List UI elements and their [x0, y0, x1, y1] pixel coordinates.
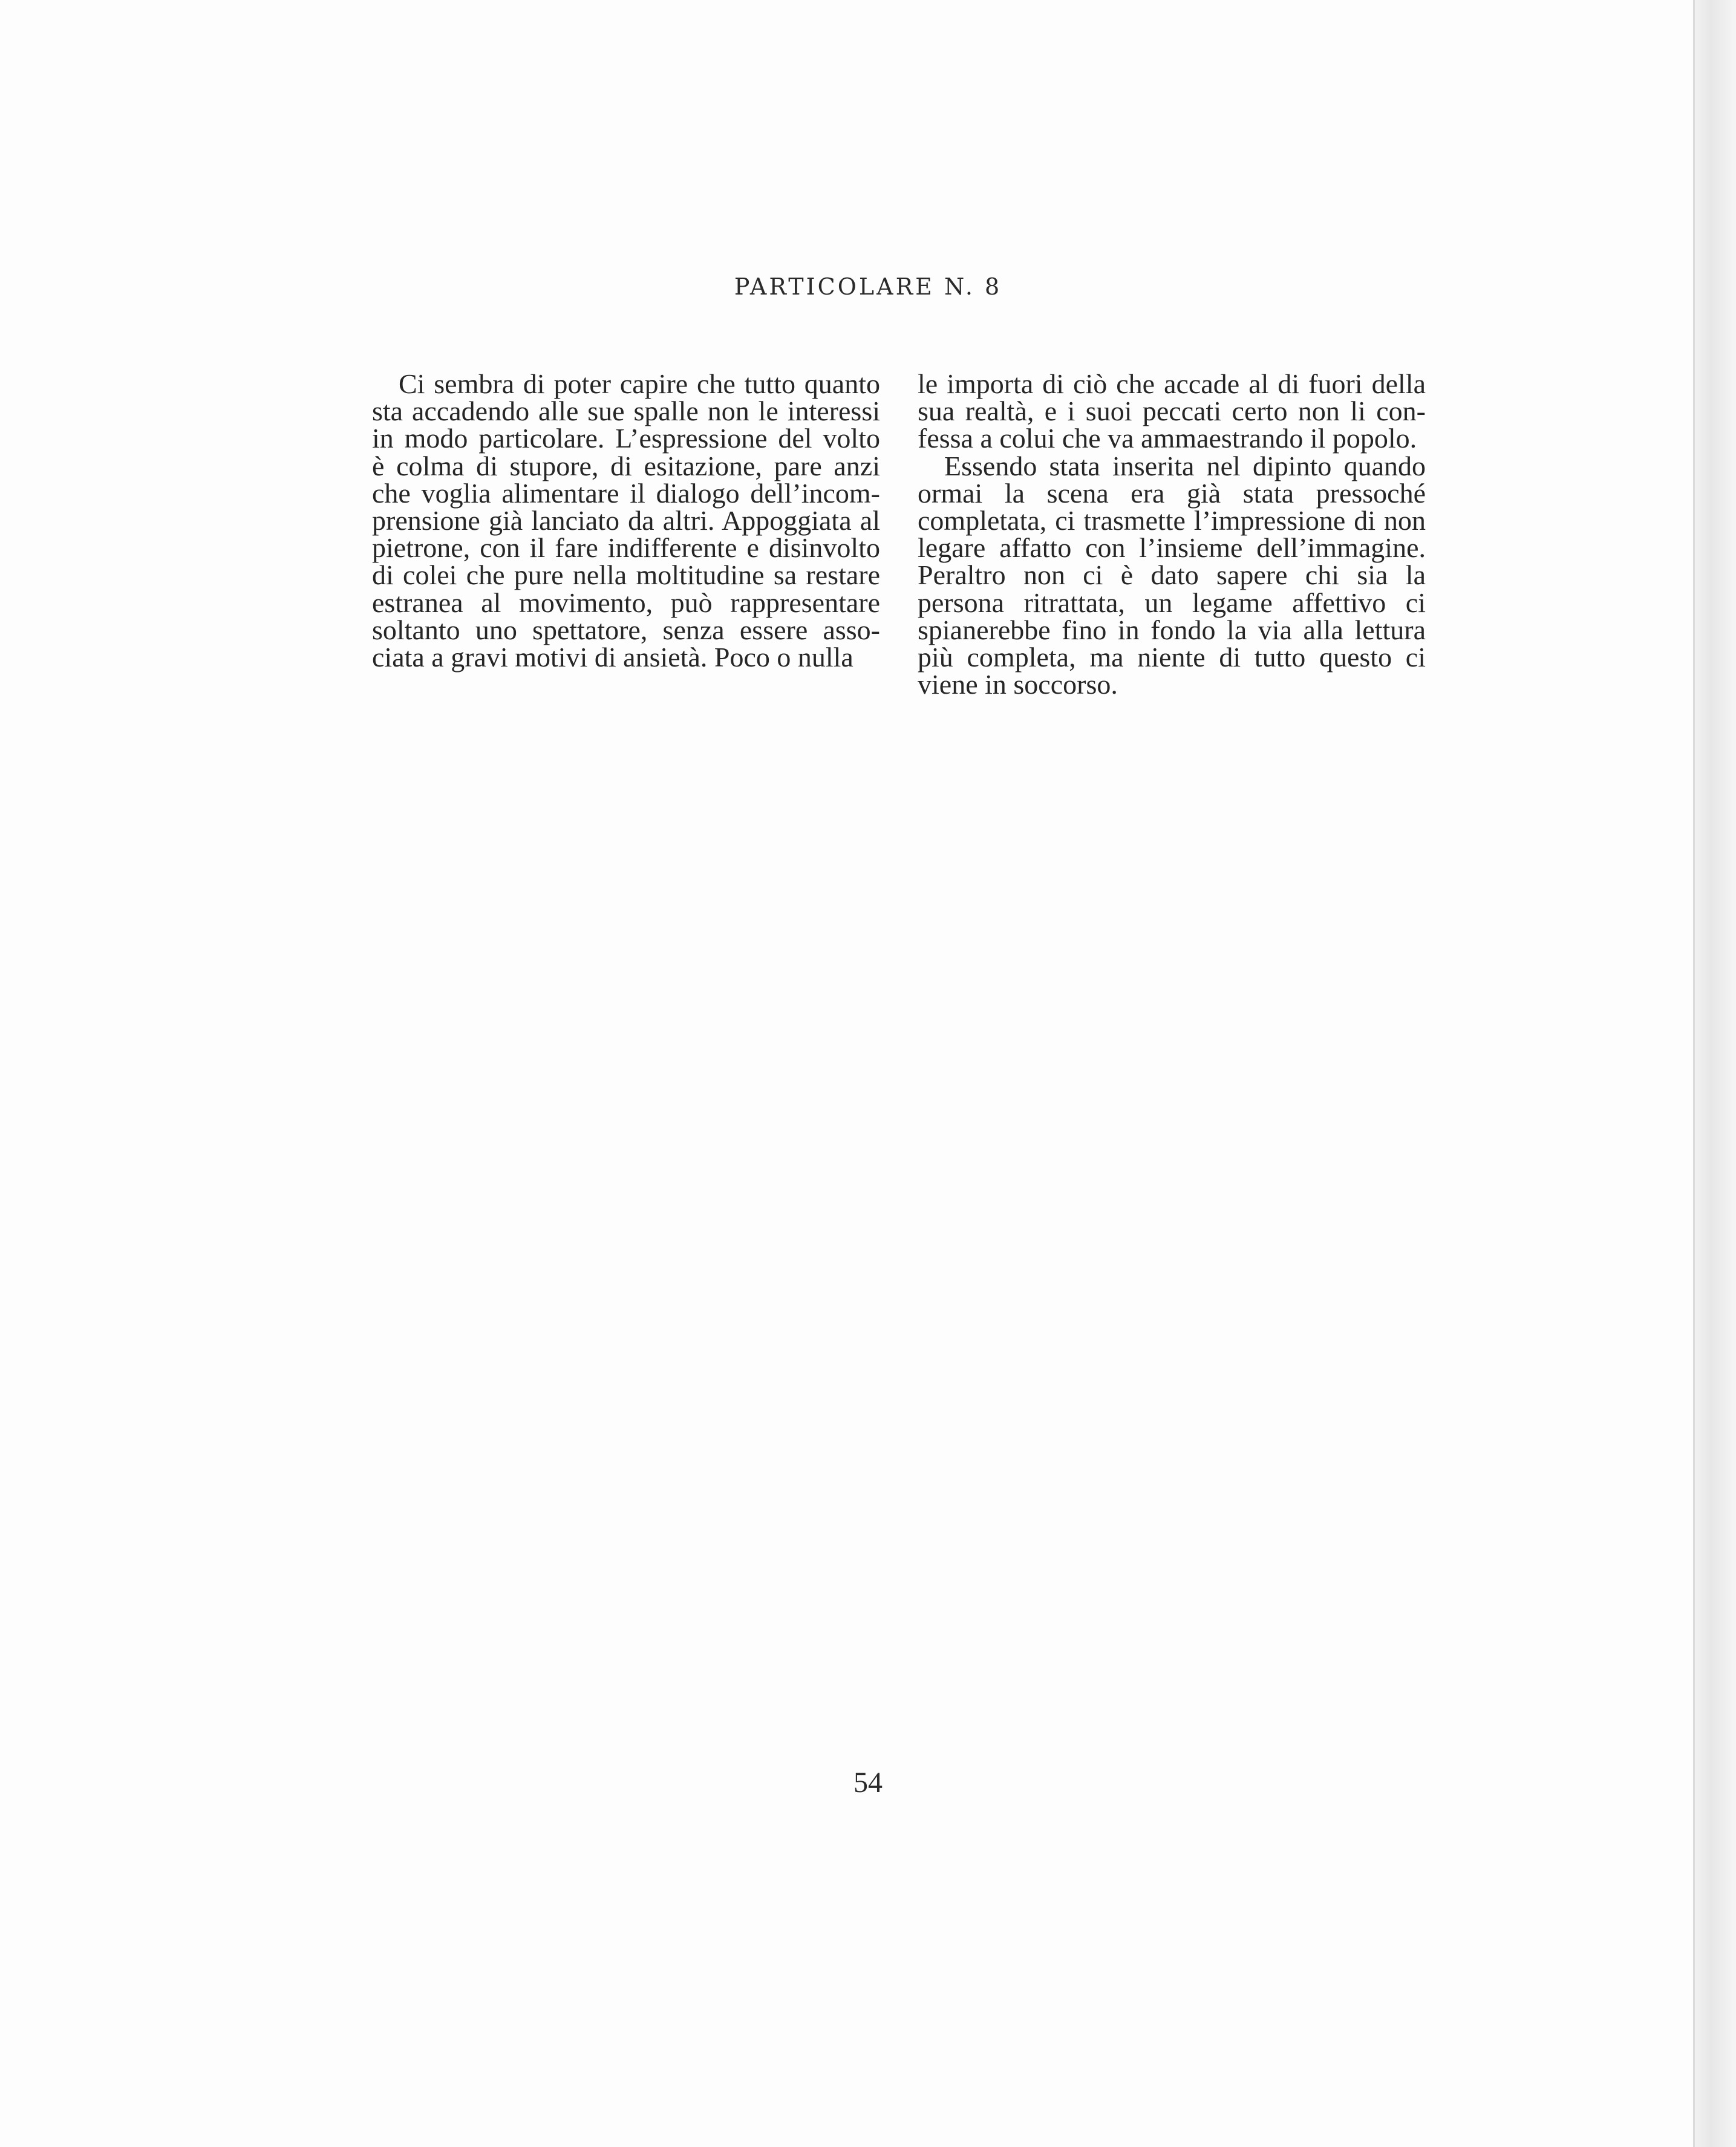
right-text-column: [918, 370, 1426, 698]
right-paragraph-1: le importa di ciò che accade al di fuori della sua realtà, e i suoi peccati certo non li confessa a colui che va ammaestrando il popolo.: [918, 368, 1426, 454]
page-number: 54: [853, 1767, 883, 1799]
left-paragraph-1: Ci sembra di poter capire che tutto quanto sta accadendo alle sue spalle non le interessi in modo particolare. L’espressione del volto è colma di stupore, di esitazione, pare anzi che voglia alimentare il dialogo dell’incomprensione già lanciato da altri. Appoggiata al pietrone, con il fare indifferente e disinvolto di colei che pure nella moltitudine sa restare estranea al movimento, può rappresentare soltanto uno spettatore, senza essere associata a gravi motivi di ansietà. Poco o nulla: [372, 368, 880, 673]
page-edge-shadow: [1694, 0, 1736, 2147]
page-title: PARTICOLARE N. 8: [734, 273, 1002, 300]
left-text-column: [372, 370, 880, 671]
page-edge-line: [1693, 0, 1695, 2147]
right-paragraph-2: Essendo stata inserita nel dipinto quando ormai la scena era già stata pressoché completata, ci trasmette l’impressione di non legare affatto con l’insieme dell’immagine. Peraltro non ci è dato sapere chi sia la persona ritrattata, un legame affettivo ci spianerebbe fino in fondo la via alla lettura più completa, ma niente di tutto questo ci viene in soccorso.: [918, 450, 1426, 700]
